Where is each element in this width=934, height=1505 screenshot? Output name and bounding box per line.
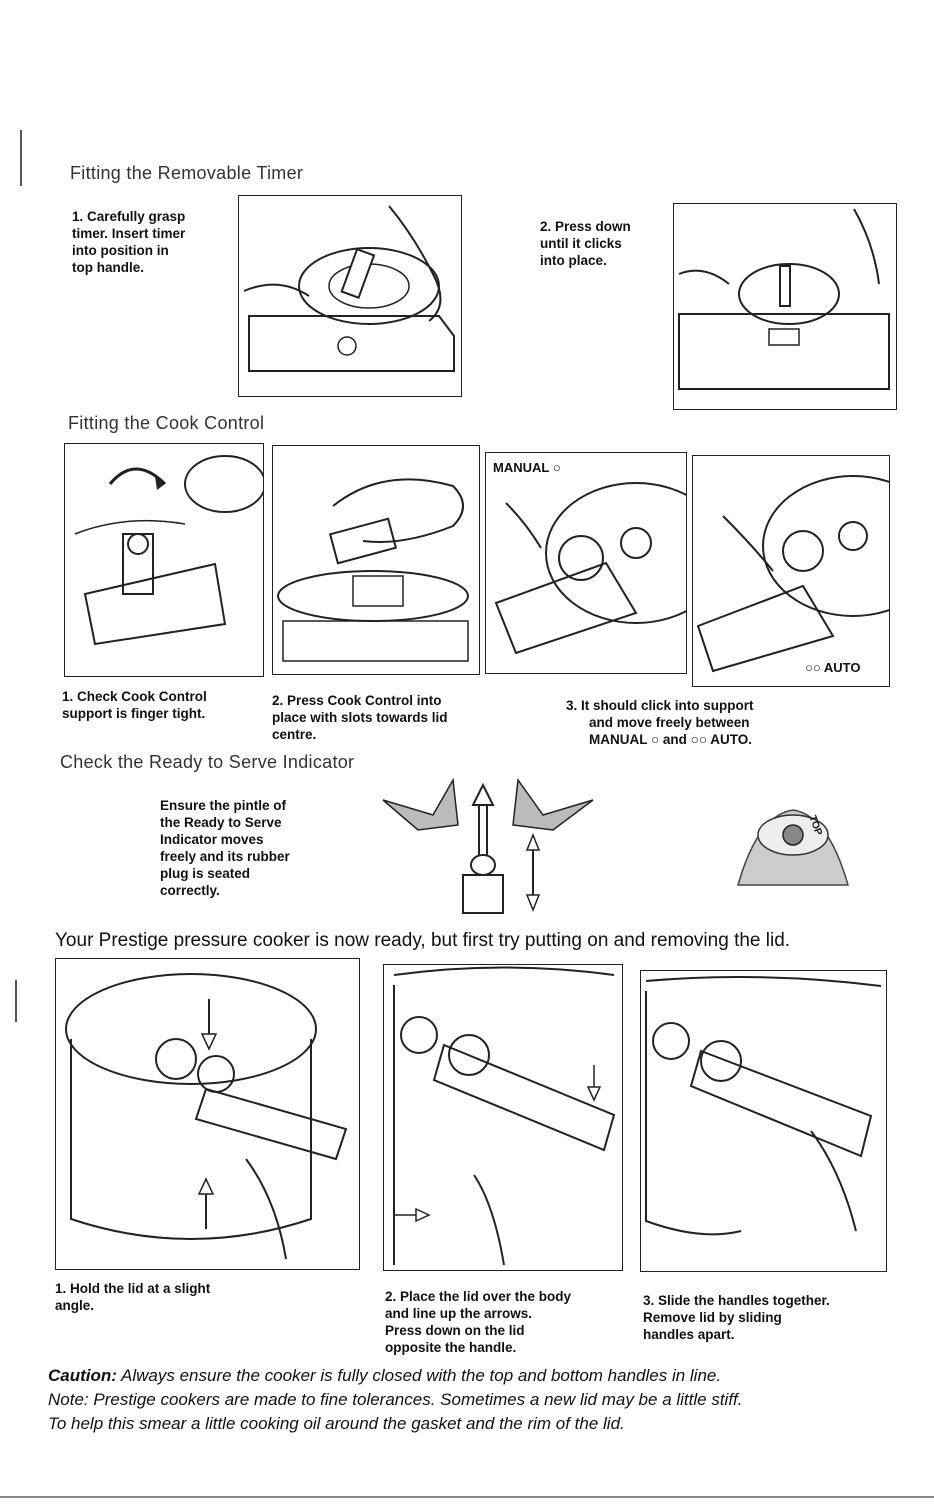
- ready-indicator-text: Ensure the pintle of the Ready to Serve Indicator moves freely and its rubber plug is seated correctly.: [160, 798, 290, 898]
- cook-control-press-illustration: [272, 445, 480, 675]
- lid-step-1: 1. Hold the lid at a slight angle.: [55, 1281, 211, 1313]
- pintle-diagram: [378, 770, 598, 920]
- top-dial-label: TOP: [806, 814, 824, 837]
- cook-control-step-2: 2. Press Cook Control into place with slots towards lid centre.: [272, 693, 448, 742]
- lid-step-3: 3. Slide the handles together. Remove lid by sliding handles apart.: [643, 1293, 830, 1342]
- timer-step-1: 1. Carefully grasp timer. Insert timer into position in top handle.: [72, 209, 186, 275]
- lid-step-2: 2. Place the lid over the body and line up the arrows. Press down on the lid opposite the handle.: [385, 1289, 572, 1355]
- note-label: Note:: [48, 1390, 89, 1409]
- caution-note: Caution: Always ensure the cooker is fully closed with the top and bottom handles in line.: [48, 1366, 722, 1385]
- stiff-lid-note: Note: Prestige cookers are made to fine tolerances. Sometimes a new lid may be a little stiff.: [48, 1390, 743, 1409]
- timer-heading: Fitting the Removable Timer: [70, 163, 304, 183]
- cook-control-manual-illustration: [485, 452, 687, 674]
- cook-control-step-3: 3. It should click into support and move freely between MANUAL ○ and ○○ AUTO.: [566, 698, 754, 747]
- cook-control-heading: Fitting the Cook Control: [68, 413, 265, 433]
- scan-mark: [20, 130, 22, 186]
- lid-arrows-illustration: [383, 964, 623, 1271]
- top-dial-icon: [728, 800, 858, 900]
- timer-step-2: 2. Press down until it clicks into place.: [540, 219, 631, 268]
- lid-angle-illustration: [55, 958, 360, 1270]
- caution-label: Caution:: [48, 1366, 117, 1385]
- lid-intro-text: Your Prestige pressure cooker is now ready, but first try putting on and removing the lid.: [55, 930, 791, 951]
- scan-mark: [15, 980, 17, 1022]
- scan-mark: [0, 1496, 934, 1498]
- auto-label: ○○ AUTO: [805, 660, 861, 675]
- help-note: To help this smear a little cooking oil around the gasket and the rim of the lid.: [48, 1414, 625, 1433]
- cook-control-auto-illustration: [692, 455, 890, 687]
- timer-click-illustration: [673, 203, 897, 410]
- timer-insert-illustration: [238, 195, 462, 397]
- cook-control-step-1: 1. Check Cook Control support is finger tight.: [62, 689, 207, 721]
- lid-slide-illustration: [640, 970, 887, 1272]
- ready-indicator-heading: Check the Ready to Serve Indicator: [60, 752, 355, 772]
- manual-label: MANUAL ○: [493, 460, 561, 475]
- cook-control-support-illustration: [64, 443, 264, 677]
